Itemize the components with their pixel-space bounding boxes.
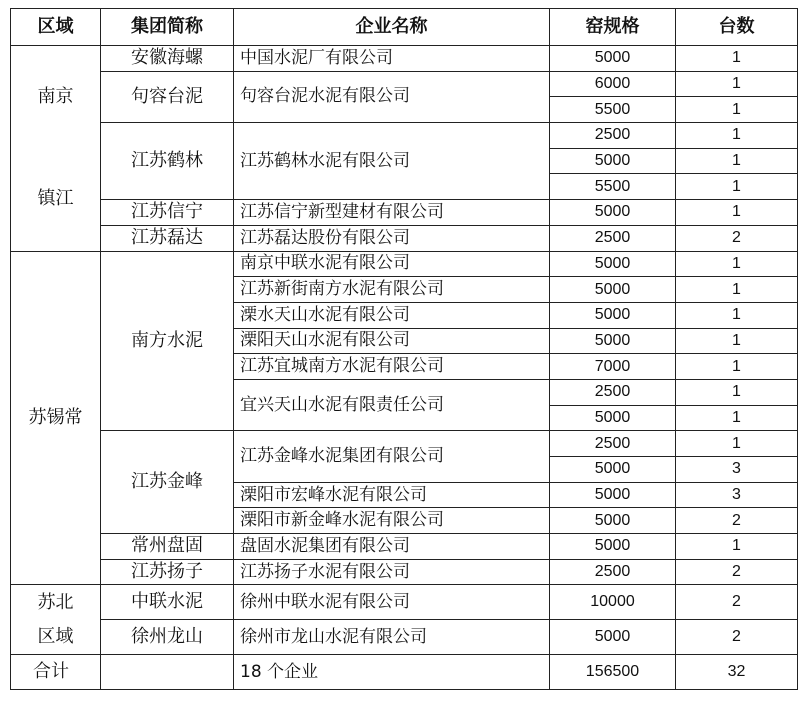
table-row — [11, 225, 798, 251]
kiln-cell: 5000 — [550, 405, 676, 431]
group-cell: 徐州龙山 — [101, 620, 234, 655]
kiln-cell: 5000 — [550, 457, 676, 483]
count-cell: 1 — [676, 251, 798, 277]
count-cell: 2 — [676, 585, 798, 620]
company-cell: 江苏宜城南方水泥有限公司 — [234, 354, 550, 380]
kiln-cell: 5000 — [550, 328, 676, 354]
count-cell: 2 — [676, 508, 798, 534]
header-row — [11, 9, 798, 46]
company-cell: 盘固水泥集团有限公司 — [234, 534, 550, 560]
company-cell: 江苏新街南方水泥有限公司 — [234, 277, 550, 303]
company-cell: 江苏鹤林水泥有限公司 — [234, 123, 550, 200]
count-cell: 1 — [676, 123, 798, 149]
company-cell: 溧阳市新金峰水泥有限公司 — [234, 508, 550, 534]
table-row — [11, 534, 798, 560]
group-cell: 中联水泥 — [101, 585, 234, 620]
region-cell-nanjing-zhenjiang — [11, 46, 101, 252]
count-cell: 1 — [676, 277, 798, 303]
group-cell: 安徽海螺 — [101, 46, 234, 72]
count-cell: 1 — [676, 328, 798, 354]
company-cell: 南京中联水泥有限公司 — [234, 251, 550, 277]
count-cell: 1 — [676, 200, 798, 226]
kiln-cell: 7000 — [550, 354, 676, 380]
count-cell: 1 — [676, 148, 798, 174]
company-cell: 句容台泥水泥有限公司 — [234, 71, 550, 122]
region-subei-line1: 苏北 — [37, 591, 74, 613]
company-cell: 中国水泥厂有限公司 — [234, 46, 550, 72]
kiln-cell: 5000 — [550, 46, 676, 72]
header-kiln: 窑规格 — [550, 9, 676, 46]
kiln-cell: 5000 — [550, 277, 676, 303]
count-cell: 1 — [676, 174, 798, 200]
table-row — [11, 123, 798, 149]
table-row — [11, 431, 798, 457]
header-group: 集团简称 — [101, 9, 234, 46]
count-cell: 1 — [676, 46, 798, 72]
total-kiln: 156500 — [550, 655, 676, 690]
header-region: 区域 — [11, 9, 101, 46]
cement-enterprise-table — [10, 8, 798, 690]
company-cell: 江苏金峰水泥集团有限公司 — [234, 431, 550, 482]
group-cell: 江苏扬子 — [101, 559, 234, 585]
count-cell: 1 — [676, 354, 798, 380]
kiln-cell: 2500 — [550, 225, 676, 251]
kiln-cell: 2500 — [550, 431, 676, 457]
region-cell-subei — [11, 585, 101, 655]
kiln-cell: 5000 — [550, 200, 676, 226]
count-cell: 2 — [676, 225, 798, 251]
company-cell: 江苏磊达股份有限公司 — [234, 225, 550, 251]
group-cell: 江苏金峰 — [101, 431, 234, 534]
kiln-cell: 2500 — [550, 379, 676, 405]
company-cell: 徐州市龙山水泥有限公司 — [234, 620, 550, 655]
count-cell: 1 — [676, 379, 798, 405]
table-row — [11, 559, 798, 585]
total-count: 32 — [676, 655, 798, 690]
kiln-cell: 5500 — [550, 174, 676, 200]
count-cell: 1 — [676, 302, 798, 328]
region-suxichang: 苏锡常 — [11, 251, 101, 585]
region-subei-line2: 区域 — [37, 626, 74, 648]
count-cell: 1 — [676, 534, 798, 560]
count-cell: 2 — [676, 559, 798, 585]
group-cell: 常州盘固 — [101, 534, 234, 560]
kiln-cell: 5000 — [550, 534, 676, 560]
group-cell: 南方水泥 — [101, 251, 234, 431]
total-group-empty — [101, 655, 234, 690]
count-cell: 1 — [676, 71, 798, 97]
company-cell: 宜兴天山水泥有限责任公司 — [234, 379, 550, 430]
kiln-cell: 2500 — [550, 123, 676, 149]
table-row — [11, 620, 798, 655]
group-cell: 江苏信宁 — [101, 200, 234, 226]
kiln-cell: 5000 — [550, 508, 676, 534]
kiln-cell: 5000 — [550, 251, 676, 277]
count-cell: 1 — [676, 405, 798, 431]
count-cell: 3 — [676, 482, 798, 508]
count-cell: 3 — [676, 457, 798, 483]
kiln-cell: 6000 — [550, 71, 676, 97]
header-count: 台数 — [676, 9, 798, 46]
header-company: 企业名称 — [234, 9, 550, 46]
kiln-cell: 5500 — [550, 97, 676, 123]
group-cell: 句容台泥 — [101, 71, 234, 122]
table-row — [11, 585, 798, 620]
company-cell: 溧阳天山水泥有限公司 — [234, 328, 550, 354]
company-cell: 江苏扬子水泥有限公司 — [234, 559, 550, 585]
kiln-cell: 5000 — [550, 148, 676, 174]
total-companies: 18 个企业 — [234, 655, 550, 690]
kiln-cell: 10000 — [550, 585, 676, 620]
region-nanjing: 南京 — [37, 86, 74, 108]
group-cell: 江苏鹤林 — [101, 123, 234, 200]
kiln-cell: 2500 — [550, 559, 676, 585]
count-cell: 1 — [676, 97, 798, 123]
company-cell: 徐州中联水泥有限公司 — [234, 585, 550, 620]
kiln-cell: 5000 — [550, 482, 676, 508]
company-cell: 江苏信宁新型建材有限公司 — [234, 200, 550, 226]
company-cell: 溧水天山水泥有限公司 — [234, 302, 550, 328]
count-cell: 1 — [676, 431, 798, 457]
total-label: 合计 — [11, 655, 101, 690]
group-cell: 江苏磊达 — [101, 225, 234, 251]
table-row — [11, 200, 798, 226]
kiln-cell: 5000 — [550, 620, 676, 655]
total-row — [11, 655, 798, 690]
company-cell: 溧阳市宏峰水泥有限公司 — [234, 482, 550, 508]
table-row — [11, 46, 798, 72]
region-zhenjiang: 镇江 — [37, 188, 74, 210]
count-cell: 2 — [676, 620, 798, 655]
table-row — [11, 71, 798, 97]
table-row — [11, 251, 798, 277]
kiln-cell: 5000 — [550, 302, 676, 328]
